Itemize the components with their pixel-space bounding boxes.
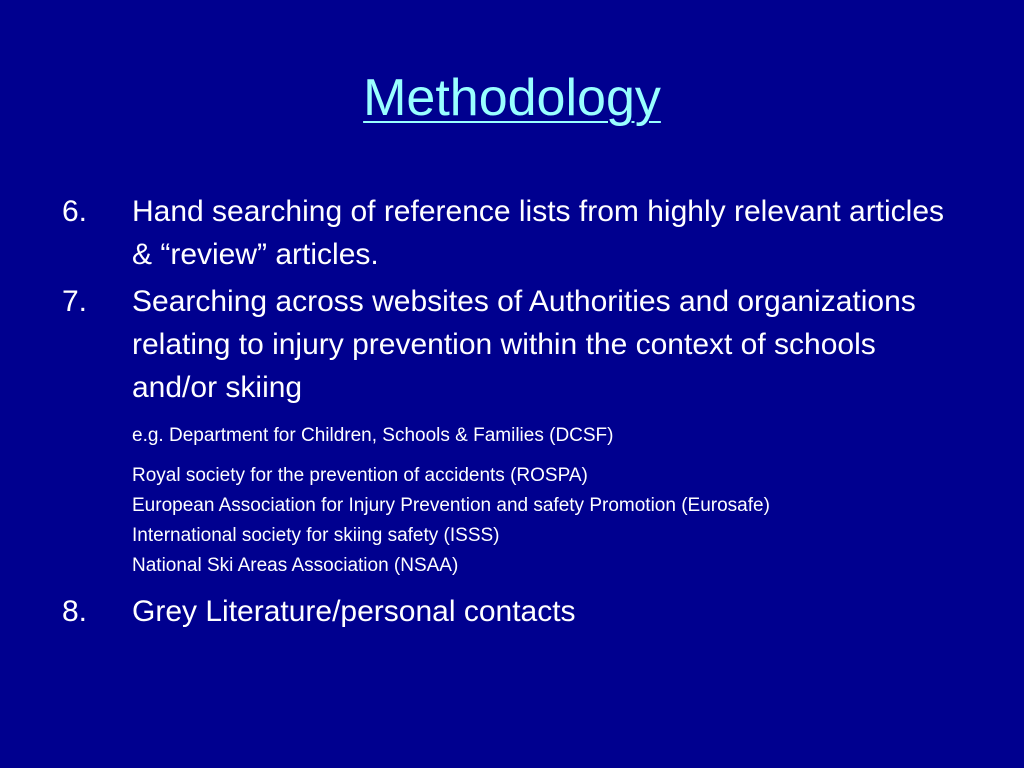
list-item-7: [62, 280, 962, 409]
organization-item: National Ski Areas Association (NSAA): [132, 555, 459, 576]
organization-item: Royal society for the prevention of accidents (ROSPA): [132, 465, 588, 486]
organization-item: European Association for Injury Prevention and safety Promotion (Eurosafe): [132, 495, 770, 516]
item-number: 6.: [62, 195, 88, 228]
item-number: 8.: [62, 595, 88, 628]
item-text: Searching across websites of Authorities and organizations relating to injury prevention within the context of schools and/or skiing: [132, 285, 916, 404]
organization-item: International society for skiing safety (ISSS): [132, 525, 500, 546]
organization-list: [132, 421, 992, 581]
organization-item: e.g. Department for Children, Schools & Families (DCSF): [132, 425, 614, 446]
item-text: Hand searching of reference lists from highly relevant articles & “review” articles.: [132, 195, 945, 271]
item-text: Grey Literature/personal contacts: [132, 595, 576, 628]
slide-title: Methodology: [363, 69, 661, 127]
list-item-8: [62, 590, 962, 633]
list-item-6: [62, 190, 962, 276]
item-number: 7.: [62, 285, 88, 318]
